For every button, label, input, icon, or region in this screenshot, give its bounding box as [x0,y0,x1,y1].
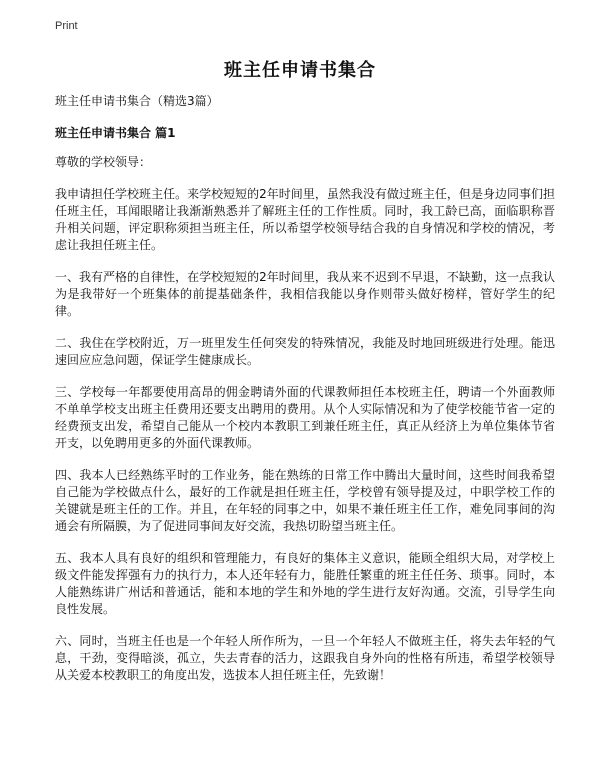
paragraph-point-5: 五、我本人具有良好的组织和管理能力，有良好的集体主义意识，能顾全组织大局，对学校上级文件能发挥强有力的执行力，本人还年轻有力，能胜任繁重的班主任任务、琐事。同时，本人能熟练讲广州话和普通话，能和本地的学生和外地的学生进行友好沟通。交流，引导学生向良性发展。 [55,551,555,616]
paragraph-point-6: 六、同时，当班主任也是一个年轻人所作所为，一旦一个年轻人不做班主任，将失去年轻的气息，干劲，变得暗淡，孤立，失去青春的活力，这跟我自身外向的性格有所违，希望学校领导从关爱本校教职工的角度出发，选拔本人担任班主任，先致谢！ [55,634,555,682]
page-title: 班主任申请书集合 [224,60,376,81]
paragraph-point-1: 一、我有严格的自律性，在学校短短的2年时间里，我从来不迟到不早退，不缺勤，这一点我认为是我带好一个班集体的前提基础条件，我相信我能以身作则带头做好榜样，管好学生的纪律。 [55,270,555,318]
greeting: 尊敬的学校领导： [55,155,152,169]
paragraph-intro: 我申请担任学校班主任。来学校短短的2年时间里，虽然我没有做过班主任，但是身边同事们担任班主任，耳闻眼睹让我渐渐熟悉并了解班主任的工作性质。同时，我工龄已高，面临职称晋升相关问题，评定职称须担当班主任，所以希望学校领导结合我的自身情况和学校的情况，考虑让我担任班主任。 [55,187,555,252]
print-link[interactable]: Print [55,20,78,32]
section-heading: 班主任申请书集合 篇1 [55,126,176,140]
paragraph-point-4: 四、我本人已经熟练平时的工作业务，能在熟练的日常工作中腾出大量时间，这些时间我希望自己能为学校做点什么，最好的工作就是担任班主任，学校曾有领导提及过，中职学校工作的关键就是班主任的工作。并且，在年轻的同事之中，如果不兼任班主任工作，难免同事间的沟通会有所隔膜，为了促进同事间友好交流，我热切盼望当班主任。 [55,468,555,533]
paragraph-point-2: 二、我住在学校附近，万一班里发生任何突发的特殊情况，我能及时地回班级进行处理。能迅速回应应急问题，保证学生健康成长。 [55,336,555,367]
document-body [55,93,555,699]
paragraph-point-3: 三、学校每一年都要使用高昂的佣金聘请外面的代课教师担任本校班主任，聘请一个外面教师不单单学校支出班主任费用还要支出聘用的费用。从个人实际情况和为了使学校能节省一定的经费预支出发，希望自己能从一个校内本教职工到兼任班主任，真正从经济上为单位集体节省开支，以免聘用更多的外面代课教师。 [55,385,555,450]
document-subtitle: 班主任申请书集合（精选3篇） [55,94,219,108]
